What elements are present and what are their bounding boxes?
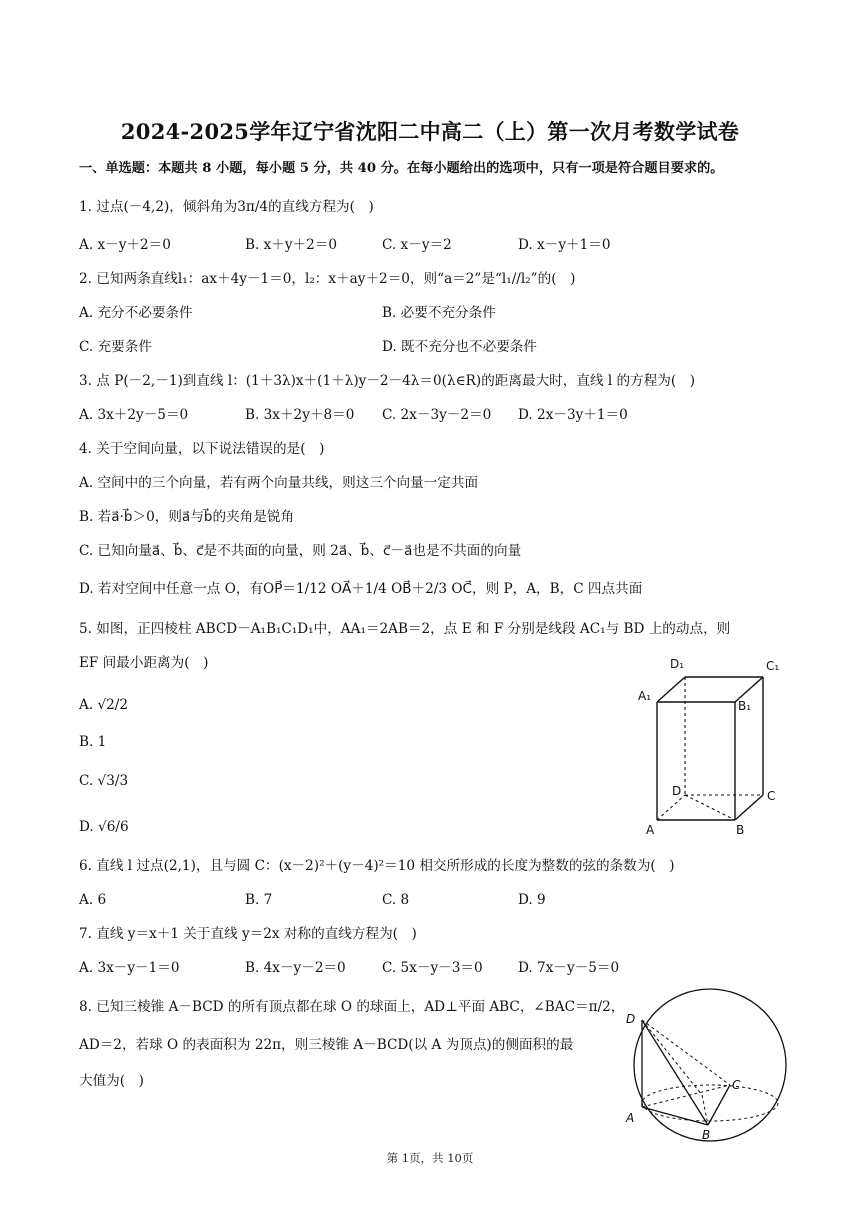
question-6-option-a: A. 6	[79, 892, 107, 908]
question-6-option-d: D. 9	[518, 892, 546, 908]
question-4-option-d: D. 若对空间中任意一点 O，有OP⃗＝1/12 OA⃗＋1/4 OB⃗＋2/3 OC⃗，则 P，A，B，C 四点共面	[79, 581, 643, 597]
label-d: D	[672, 784, 682, 798]
question-3-option-b: B. 3x＋2y＋8＝0	[245, 407, 355, 423]
question-3-option-c: C. 2x－3y－2＝0	[382, 407, 492, 423]
label-c: C	[767, 789, 776, 803]
question-7-option-d: D. 7x－y－5＝0	[518, 960, 620, 976]
sphere-label-c: C	[732, 1078, 741, 1092]
question-8-stem: 8. 已知三棱锥 A－BCD 的所有顶点都在球 O 的球面上，AD⊥平面 ABC，∠BAC＝π/2，	[79, 999, 625, 1015]
question-1-option-a: A. x－y＋2＝0	[79, 237, 171, 253]
sphere-label-b: B	[702, 1128, 711, 1142]
question-6-stem: 6. 直线 l 过点(2,1)，且与圆 C：(x－2)²＋(y－4)²＝10 相交所形成的长度为整数的弦的条数为( )	[79, 858, 675, 874]
page-footer: 第 1页，共 10页	[386, 1151, 474, 1165]
label-d1: D₁	[670, 657, 685, 671]
question-6-option-c: C. 8	[382, 892, 410, 908]
sphere-label-a: A	[626, 1111, 635, 1125]
question-7-option-a: A. 3x－y－1＝0	[79, 960, 180, 976]
question-2-option-c: C. 充要条件	[79, 339, 152, 355]
question-8-stem-cont: AD＝2，若球 O 的表面积为 22π，则三棱锥 A－BCD(以 A 为顶点)的侧面积的最	[79, 1037, 574, 1053]
question-1-stem: 1. 过点(－4,2)，倾斜角为3π/4的直线方程为( )	[79, 199, 374, 215]
question-3-option-d: D. 2x－3y＋1＝0	[518, 407, 628, 423]
sphere-label-d: D	[626, 1012, 636, 1026]
question-5-stem: 5. 如图，正四棱柱 ABCD－A₁B₁C₁D₁中，AA₁＝2AB＝2，点 E 和 F 分别是线段 AC₁与 BD 上的动点，则	[79, 621, 731, 637]
question-4-option-a: A. 空间中的三个向量，若有两个向量共线，则这三个向量一定共面	[79, 475, 479, 491]
sphere-figure	[620, 985, 795, 1145]
question-7-option-b: B. 4x－y－2＝0	[245, 960, 346, 976]
label-b: B	[736, 823, 745, 837]
question-2-option-d: D. 既不充分也不必要条件	[382, 339, 537, 355]
label-a1: A₁	[638, 689, 652, 703]
question-1-option-c: C. x－y＝2	[382, 237, 452, 253]
question-2-option-a: A. 充分不必要条件	[79, 305, 193, 321]
question-3-stem: 3. 点 P(－2,－1)到直线 l：(1＋3λ)x＋(1＋λ)y－2－4λ＝0(λ∈R)的距离最大时，直线 l 的方程为( )	[79, 373, 696, 389]
page-title: 2024-2025学年辽宁省沈阳二中高二（上）第一次月考数学试卷	[120, 119, 740, 144]
question-1-option-b: B. x＋y＋2＝0	[245, 237, 338, 253]
question-1-option-d: D. x－y＋1＝0	[518, 237, 611, 253]
question-5-stem-cont: EF 间最小距离为( )	[79, 655, 209, 671]
question-3-option-a: A. 3x＋2y－5＝0	[79, 407, 189, 423]
question-7-stem: 7. 直线 y＝x＋1 关于直线 y＝2x 对称的直线方程为( )	[79, 926, 417, 942]
question-5-option-a: A. √2/2	[79, 697, 128, 713]
label-c1: C₁	[766, 659, 780, 673]
question-8-stem-cont2: 大值为( )	[79, 1073, 144, 1089]
question-5-option-d: D. √6/6	[79, 819, 129, 835]
section-heading: 一、单选题：本题共 8 小题，每小题 5 分，共 40 分。在每小题给出的选项中，只有一项是符合题目要求的。	[79, 161, 724, 176]
question-6-option-b: B. 7	[245, 892, 273, 908]
question-5-option-c: C. √3/3	[79, 773, 129, 789]
question-2-stem: 2. 已知两条直线l₁：ax＋4y－1＝0，l₂：x＋ay＋2＝0，则“a＝2”是“l₁//l₂”的( )	[79, 271, 576, 287]
prism-figure	[630, 650, 790, 840]
question-4-option-c: C. 已知向量a⃗、b⃗、c⃗是不共面的向量，则 2a⃗、b⃗、c⃗－a⃗也是不共面的向量	[79, 543, 522, 559]
question-5-option-b: B. 1	[79, 734, 107, 750]
question-7-option-c: C. 5x－y－3＝0	[382, 960, 483, 976]
question-4-option-b: B. 若a⃗·b⃗＞0，则a⃗与b⃗的夹角是锐角	[79, 509, 295, 525]
label-b1: B₁	[738, 699, 752, 713]
question-4-stem: 4. 关于空间向量，以下说法错误的是( )	[79, 441, 325, 457]
label-a: A	[646, 823, 655, 837]
question-2-option-b: B. 必要不充分条件	[382, 305, 496, 321]
